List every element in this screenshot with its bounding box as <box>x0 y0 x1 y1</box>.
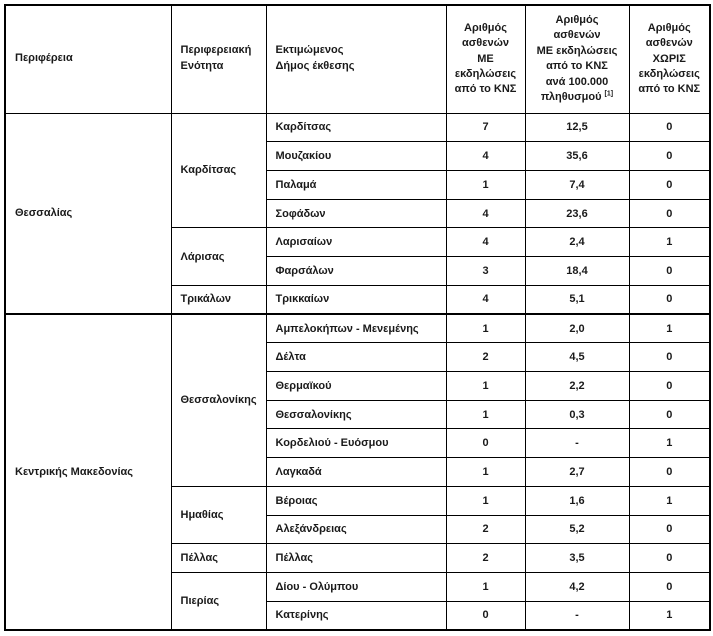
patients-without-cns-cell: 0 <box>629 142 710 171</box>
regional-unit-cell: Ημαθίας <box>171 486 266 543</box>
patients-with-cns-cell: 4 <box>446 285 525 314</box>
patients-without-cns-cell: 0 <box>629 170 710 199</box>
patients-with-cns-cell: 1 <box>446 314 525 343</box>
rate-per-100k-cell: 35,6 <box>525 142 629 171</box>
patients-without-cns-cell: 1 <box>629 314 710 343</box>
municipality-cell: Μουζακίου <box>266 142 446 171</box>
patients-with-cns-cell: 4 <box>446 142 525 171</box>
patients-with-cns-cell: 2 <box>446 544 525 573</box>
rate-per-100k-cell: - <box>525 429 629 458</box>
regional-unit-cell: Πιερίας <box>171 573 266 631</box>
regional-unit-cell: Τρικάλων <box>171 285 266 314</box>
patients-with-cns-cell: 1 <box>446 400 525 429</box>
col-header-region: Περιφέρεια <box>5 5 171 113</box>
rate-per-100k-cell: 2,7 <box>525 458 629 487</box>
municipality-cell: Θεσσαλονίκης <box>266 400 446 429</box>
municipality-cell: Φαρσάλων <box>266 257 446 286</box>
patients-without-cns-cell: 1 <box>629 601 710 630</box>
patients-without-cns-cell: 0 <box>629 573 710 602</box>
patients-without-cns-cell: 1 <box>629 228 710 257</box>
patients-with-cns-cell: 1 <box>446 170 525 199</box>
patients-with-cns-cell: 1 <box>446 458 525 487</box>
col-header-patients-with-cns: Αριθμός ασθενών ΜΕ εκδηλώσεις από το ΚΝΣ <box>446 5 525 113</box>
patients-without-cns-cell: 0 <box>629 458 710 487</box>
rate-per-100k-cell: 23,6 <box>525 199 629 228</box>
municipality-cell: Δίου - Ολύμπου <box>266 573 446 602</box>
municipality-cell: Θερμαϊκού <box>266 371 446 400</box>
patients-without-cns-cell: 1 <box>629 429 710 458</box>
municipality-cell: Πέλλας <box>266 544 446 573</box>
patients-with-cns-cell: 7 <box>446 113 525 142</box>
patients-with-cns-cell: 0 <box>446 601 525 630</box>
patients-with-cns-cell: 1 <box>446 371 525 400</box>
municipality-cell: Λαρισαίων <box>266 228 446 257</box>
municipality-cell: Λαγκαδά <box>266 458 446 487</box>
municipality-cell: Σοφάδων <box>266 199 446 228</box>
table-body <box>5 113 710 630</box>
patients-with-cns-cell: 4 <box>446 199 525 228</box>
municipality-cell: Αμπελοκήπων - Μενεμένης <box>266 314 446 343</box>
col-header-exposure-municipality: Εκτιμώμενος Δήμος έκθεσης <box>266 5 446 113</box>
rate-per-100k-cell: 5,2 <box>525 515 629 544</box>
table-header-row <box>5 5 710 113</box>
patients-with-cns-cell: 2 <box>446 343 525 372</box>
col-header-regional-unit: Περιφερειακή Ενότητα <box>171 5 266 113</box>
patients-without-cns-cell: 0 <box>629 257 710 286</box>
regional-unit-cell: Θεσσαλονίκης <box>171 314 266 486</box>
regional-unit-cell: Καρδίτσας <box>171 113 266 228</box>
table-row <box>5 314 710 343</box>
rate-per-100k-cell: 5,1 <box>525 285 629 314</box>
municipality-cell: Κατερίνης <box>266 601 446 630</box>
municipality-cell: Παλαμά <box>266 170 446 199</box>
patients-without-cns-cell: 0 <box>629 544 710 573</box>
patients-without-cns-cell: 0 <box>629 371 710 400</box>
patients-without-cns-cell: 0 <box>629 285 710 314</box>
footnote-ref: [1] <box>604 90 614 98</box>
municipality-cell: Αλεξάνδρειας <box>266 515 446 544</box>
municipality-cell: Κορδελιού - Ευόσμου <box>266 429 446 458</box>
region-cell: Θεσσαλίας <box>5 113 171 314</box>
patients-with-cns-cell: 1 <box>446 486 525 515</box>
patients-by-region-table <box>4 4 711 631</box>
rate-per-100k-cell: 3,5 <box>525 544 629 573</box>
patients-with-cns-cell: 2 <box>446 515 525 544</box>
patients-without-cns-cell: 0 <box>629 515 710 544</box>
patients-with-cns-cell: 3 <box>446 257 525 286</box>
rate-per-100k-cell: 4,5 <box>525 343 629 372</box>
patients-with-cns-cell: 0 <box>446 429 525 458</box>
rate-per-100k-cell: 2,0 <box>525 314 629 343</box>
patients-without-cns-cell: 0 <box>629 400 710 429</box>
region-cell: Κεντρικής Μακεδονίας <box>5 314 171 630</box>
col-header-patients-with-cns-per-100k: Αριθμός ασθενών ΜΕ εκδηλώσεις από το ΚΝΣ ανά 100.000 πληθυσμού [1] <box>525 5 629 113</box>
patients-without-cns-cell: 0 <box>629 113 710 142</box>
patients-without-cns-cell: 0 <box>629 199 710 228</box>
rate-per-100k-cell: 2,4 <box>525 228 629 257</box>
patients-with-cns-cell: 4 <box>446 228 525 257</box>
rate-per-100k-cell: 18,4 <box>525 257 629 286</box>
rate-per-100k-cell: - <box>525 601 629 630</box>
col-header-patients-without-cns: Αριθμός ασθενών ΧΩΡΙΣ εκδηλώσεις από το ΚΝΣ <box>629 5 710 113</box>
municipality-cell: Καρδίτσας <box>266 113 446 142</box>
municipality-cell: Τρικκαίων <box>266 285 446 314</box>
patients-without-cns-cell: 0 <box>629 343 710 372</box>
municipality-cell: Βέροιας <box>266 486 446 515</box>
regional-unit-cell: Πέλλας <box>171 544 266 573</box>
rate-per-100k-cell: 7,4 <box>525 170 629 199</box>
rate-per-100k-cell: 12,5 <box>525 113 629 142</box>
rate-per-100k-cell: 1,6 <box>525 486 629 515</box>
rate-per-100k-cell: 4,2 <box>525 573 629 602</box>
municipality-cell: Δέλτα <box>266 343 446 372</box>
table-row <box>5 113 710 142</box>
regional-unit-cell: Λάρισας <box>171 228 266 285</box>
patients-with-cns-cell: 1 <box>446 573 525 602</box>
patients-without-cns-cell: 1 <box>629 486 710 515</box>
rate-per-100k-cell: 2,2 <box>525 371 629 400</box>
rate-per-100k-cell: 0,3 <box>525 400 629 429</box>
